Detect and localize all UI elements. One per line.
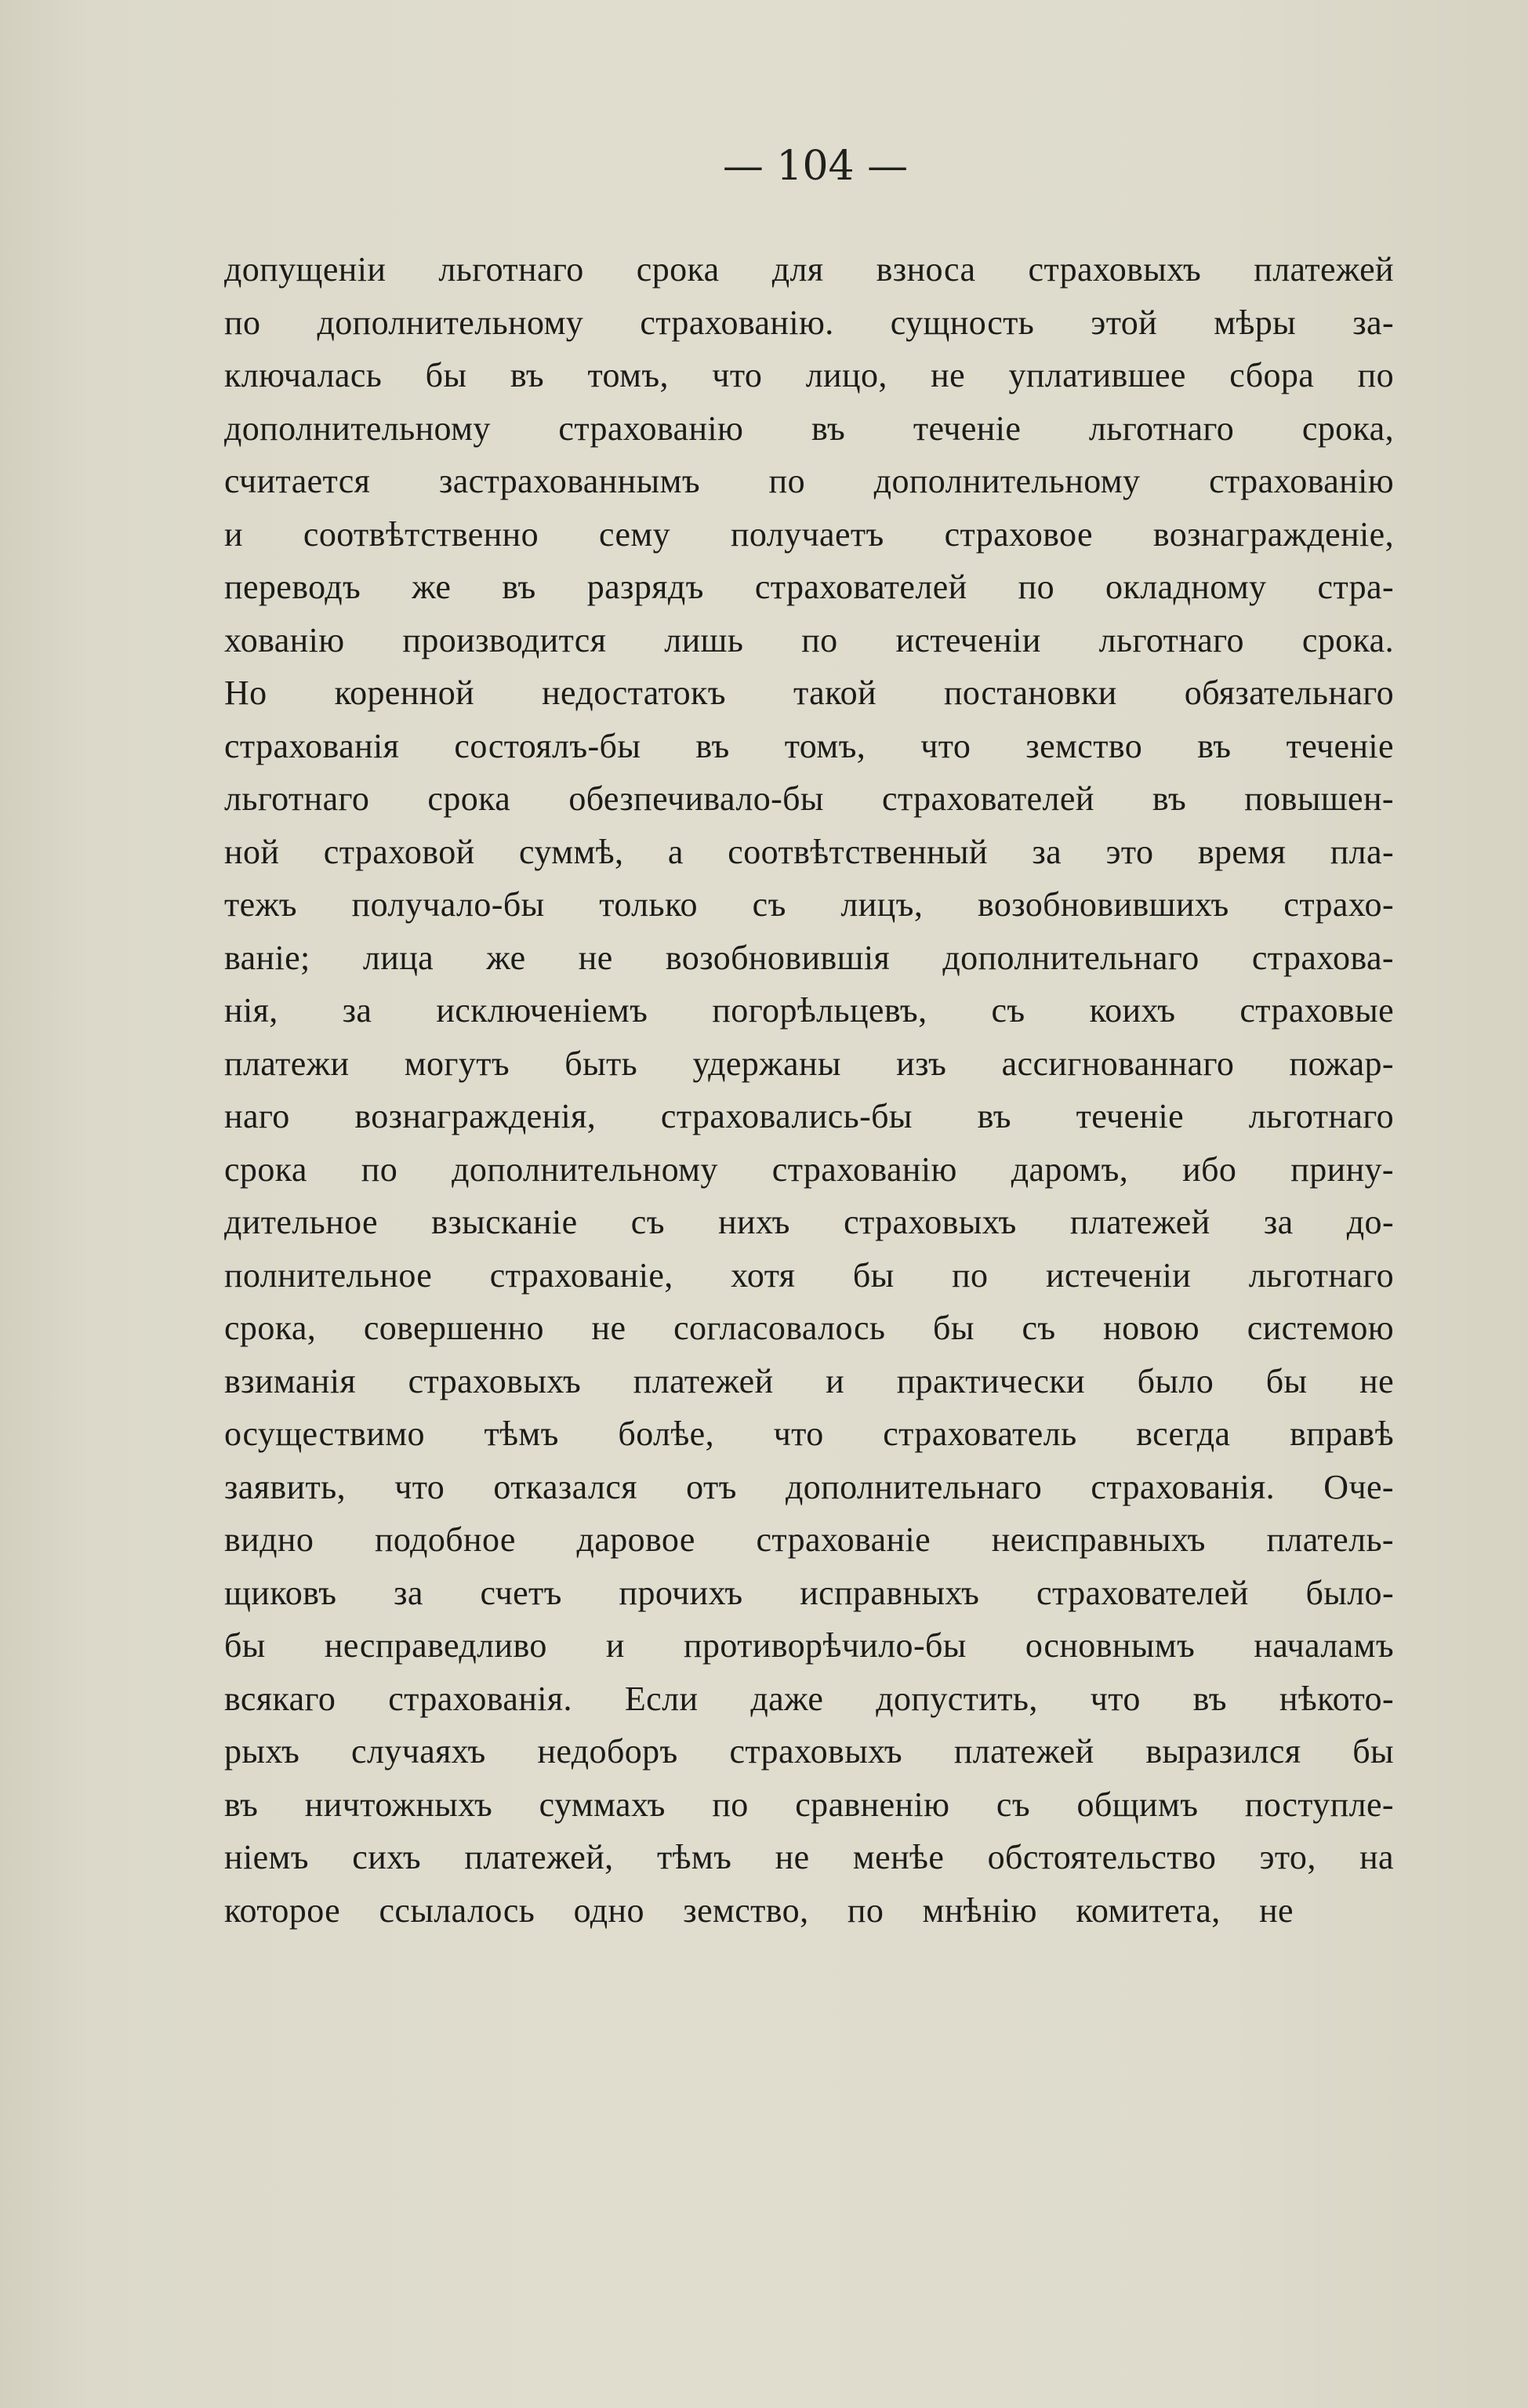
text-line: срока по дополнительному страхованію даромъ, ибо прину-: [224, 1150, 1394, 1189]
text-line: по дополнительному страхованію. сущность этой мѣры за-: [224, 303, 1394, 342]
text-line: ніемъ сихъ платежей, тѣмъ не менѣе обстоятельство это, на: [224, 1838, 1394, 1876]
text-line: заявить, что отказался отъ дополнительнаго страхованія. Оче-: [224, 1467, 1394, 1506]
text-line: всякаго страхованія. Если даже допустить, что въ нѣкото-: [224, 1679, 1394, 1718]
text-line: считается застрахованнымъ по дополнительному страхованію: [224, 462, 1394, 500]
text-line: наго вознагражденія, страховались-бы въ теченіе льготнаго: [224, 1097, 1394, 1135]
text-line: дополнительному страхованію въ теченіе льготнаго срока,: [224, 409, 1394, 448]
text-line: страхованія состоялъ-бы въ томъ, что земство въ теченіе: [224, 726, 1394, 765]
body-text: [224, 243, 1394, 1937]
text-line: нія, за исключеніемъ погорѣльцевъ, съ коихъ страховые: [224, 991, 1394, 1030]
text-line: ключалась бы въ томъ, что лицо, не уплатившее сбора по: [224, 356, 1394, 394]
text-line: бы несправедливо и противорѣчило-бы основнымъ началамъ: [224, 1626, 1394, 1665]
text-line: допущеніи льготнаго срока для взноса страховыхъ платежей: [224, 250, 1394, 289]
text-line: щиковъ за счетъ прочихъ исправныхъ страхователей было-: [224, 1573, 1394, 1612]
text-line: которое ссылалось одно земство, по мнѣнію комитета, не: [224, 1890, 1294, 1930]
text-line: полнительное страхованіе, хотя бы по истеченіи льготнаго: [224, 1255, 1394, 1295]
text-line: ной страховой суммѣ, а соотвѣтственный за это время пла-: [224, 832, 1394, 871]
text-line: взиманія страховыхъ платежей и практически было бы не: [224, 1361, 1394, 1400]
text-line: и соотвѣтственно сему получаетъ страховое вознагражденіе,: [224, 514, 1394, 554]
text-line: видно подобное даровое страхованіе неисправныхъ платель-: [224, 1520, 1394, 1559]
text-line: льготнаго срока обезпечивало-бы страхователей въ повышен-: [224, 779, 1394, 818]
text-line: переводъ же въ разрядъ страхователей по окладному стра-: [224, 568, 1394, 606]
text-line: платежи могутъ быть удержаны изъ ассигнованнаго пожар-: [224, 1044, 1394, 1083]
text-line: въ ничтожныхъ суммахъ по сравненію съ общимъ поступле-: [224, 1785, 1394, 1824]
text-line: Но коренной недостатокъ такой постановки обязательнаго: [224, 674, 1394, 712]
text-line: срока, совершенно не согласовалось бы съ новою системою: [224, 1309, 1394, 1347]
text-line: дительное взысканіе съ нихъ страховыхъ платежей за до-: [224, 1203, 1394, 1241]
page-number: — 104 —: [722, 143, 909, 190]
text-line: рыхъ случаяхъ недоборъ страховыхъ платежей выразился бы: [224, 1732, 1394, 1771]
text-line: хованію производится лишь по истеченіи льготнаго срока.: [224, 620, 1394, 659]
text-line: ваніе; лица же не возобновившія дополнительнаго страхова-: [224, 938, 1394, 977]
text-line: осуществимо тѣмъ болѣе, что страхователь всегда вправѣ: [224, 1415, 1394, 1453]
text-line: тежъ получало-бы только съ лицъ, возобновившихъ страхо-: [224, 885, 1394, 924]
